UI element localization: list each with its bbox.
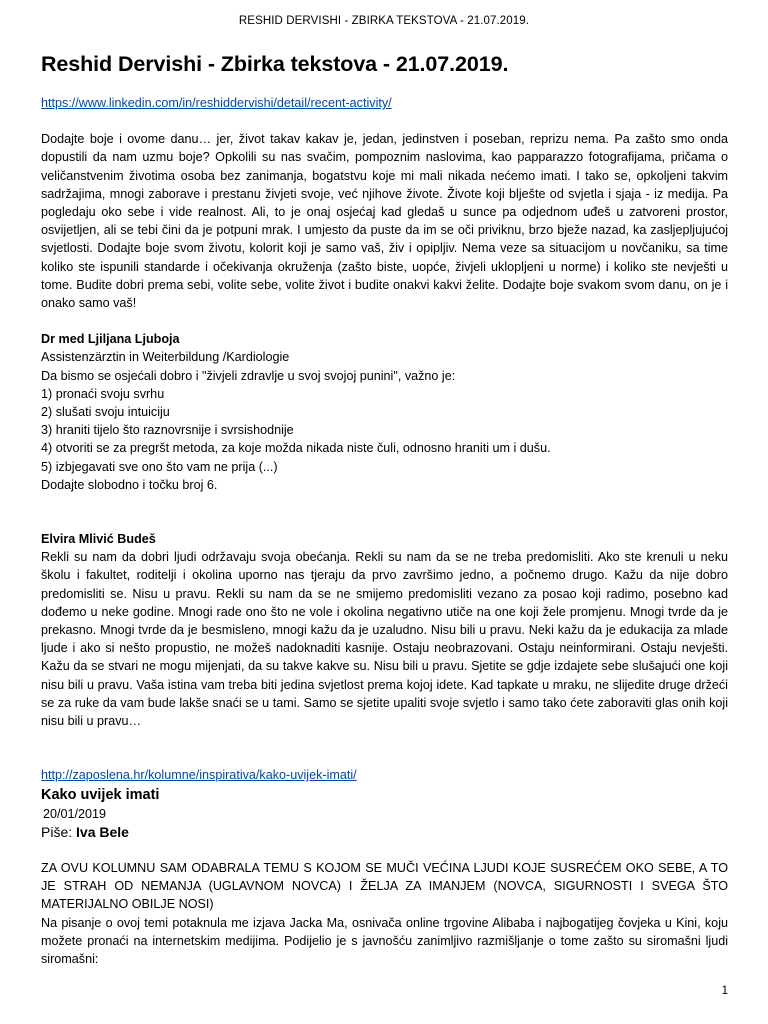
article-title: Kako uvijek imati: [41, 786, 160, 803]
running-header: RESHID DERVISHI - ZBIRKA TEKSTOVA - 21.07.2019.: [238, 15, 530, 27]
byline-author: Iva Bele: [76, 823, 129, 840]
document-body: [41, 50, 728, 968]
list-intro: Da bismo se osjećali dobro i "živjeli zdravlje u svoj svojoj punini", važno je:: [41, 368, 456, 383]
author-budes: Elvira Mlivić Budeš: [41, 532, 156, 547]
author-role: Assistenzärztin in Weiterbildung /Kardiologie: [41, 350, 290, 365]
zaposlena-link[interactable]: http://zaposlena.hr/kolumne/inspirativa/kako-uvijek-imati/: [41, 768, 357, 783]
list-item: 1) pronaći svoju svrhu: [41, 386, 165, 401]
page-number: 1: [721, 985, 728, 997]
list-item: Dodajte slobodno i točku broj 6.: [41, 477, 218, 492]
list-item: 3) hraniti tijelo što raznovrsnije i svrsishodnije: [41, 423, 294, 438]
list-item: 5) izbjegavati sve ono što vam ne prija (...): [41, 459, 278, 474]
article-date: 20/01/2019: [43, 806, 107, 821]
document-title: Reshid Dervishi - Zbirka tekstova - 21.07.2019.: [41, 52, 509, 76]
list-item: 2) slušati svoju intuiciju: [41, 405, 170, 420]
paragraph-caps-intro: ZA OVU KOLUMNU SAM ODABRALA TEMU S KOJOM SE MUČI VEĆINA LJUDI KOJE SUSREĆEM OKO SEBE, A TO JE STRAH OD NEMANJA (UGLAVNOM NOVCA) I ŽELJA ZA IMANJEM (NOVCA, SIGURNOSTI I SVEGA ŠTO MATERIJALNO OBILJE NOSI): [41, 860, 728, 912]
paragraph-colors: Dodajte boje i ovome danu… jer, život takav kakav je, jedan, jedinstven i poseban, reprizu nema. Pa zašto smo onda dopustili da nam uzmu boje? Opkolili su nas svačim, pompoznim naslovima, kao papparazzo fotografijama, pričama o veličanstvenim životima osoba bez zanimanja, bogatstvu koje mi mali nikada nećemo imati. I tako se, opkoljeni takvim sadržajima, mnogi zaborave i prestanu živjeti svoje, već njihove živote. Živote koji blješte od svjetla i sjaja - iz medija. Pa pogledaju oko sebe i vide realnost. Ali, to je onaj osjećaj kad gledaš u sunce pa odjednom uđeš u zatvoreni prostor, osvijetljen, ali se tebi čini da je potpuni mrak. I umjesto da puste da im se oči priviknu, brzo bježe nazad, ka zasljepljujućoj svjetlosti. Dodajte boje svom životu, kolorit koji je samo vaš, živ i opipljiv. Nema veze sa situacijom u novčaniku, sa time koliko ste ispunili standarde i očekivanja okruženja (zašto biste, uopće, živjeli ukloplјeni u norme) i koliko ste nevješti u tome. Budite dobri prema sebi, volite sebe, volite život i budite onakvi kakvi želite. Dodajte boje svakom svom danu, on je i onako samo vaš!: [41, 132, 728, 311]
list-item: 4) otvoriti se za pregršt metoda, za koje možda nikada niste čuli, odnosno hraniti um i dušu.: [41, 441, 551, 456]
byline-prefix: Piše:: [41, 823, 73, 840]
byline: [41, 823, 728, 841]
linkedin-link[interactable]: https://www.linkedin.com/in/reshiddervishi/detail/recent-activity/: [41, 96, 392, 110]
paragraph-jack-ma: Na pisanje o ovoj temi potaknula me izjava Jacka Ma, osnivača online trgovine Alibaba i najbogatijeg čovjeka u Kini, koju možete pronaći na internetskim medijima. Podijelio je s javnošću zanimljivo razmišljanje o tome zašto su siromašni ljudi siromašni:: [41, 915, 728, 966]
author-ljuboja: Dr med Ljiljana Ljuboja: [41, 332, 180, 347]
paragraph-predomisliti: Rekli su nam da dobri ljudi održavaju svoja obećanja. Rekli su nam da se ne treba predomisliti. Ako ste krenuli u neku školu i fakultet, roditelji i okolina uporno nas tjeraju da prvo završimo jedno, a počnemo drugo. Kažu da nije dobro predomisliti se. Nisu u pravu. Rekli su nam da se ne smijemo predomisliti vezano za posao koji radimo, posebno kad dođemo u neke godine. Mnogi rade ono što ne vole i okolina negativno utiče na one koji žele promjenu. Mnogi tvrde da je prekasno. Mnogi tvrde da je besmisleno, mnogi kažu da je uzaludno. Nisu bili u pravu. Neki kažu da je edukacija za mlade ljude i ako si nešto propustio, ne možeš nadoknaditi kasnije. Ostaju neobrazovani. Ostaju neinformirani. Ostaju nevješti. Kažu da se stvari ne mogu mijenjati, da su takve kakve su. Nisu bili u pravu. Sjetite se gdje izdajete sebe slušajući one koji nisu bili u pravu. Vaša istina vam treba biti jedina svjetlost prema kojoj idete. Kad tapkate u mraku, ne slijedite druge držeći se za ruke da vam bude lakše snaći se u tami. Samo se sjetite upaliti svoje svjetlo i samo tako ćete zaboraviti glas onih koji nisu bili u pravu…: [41, 550, 728, 729]
